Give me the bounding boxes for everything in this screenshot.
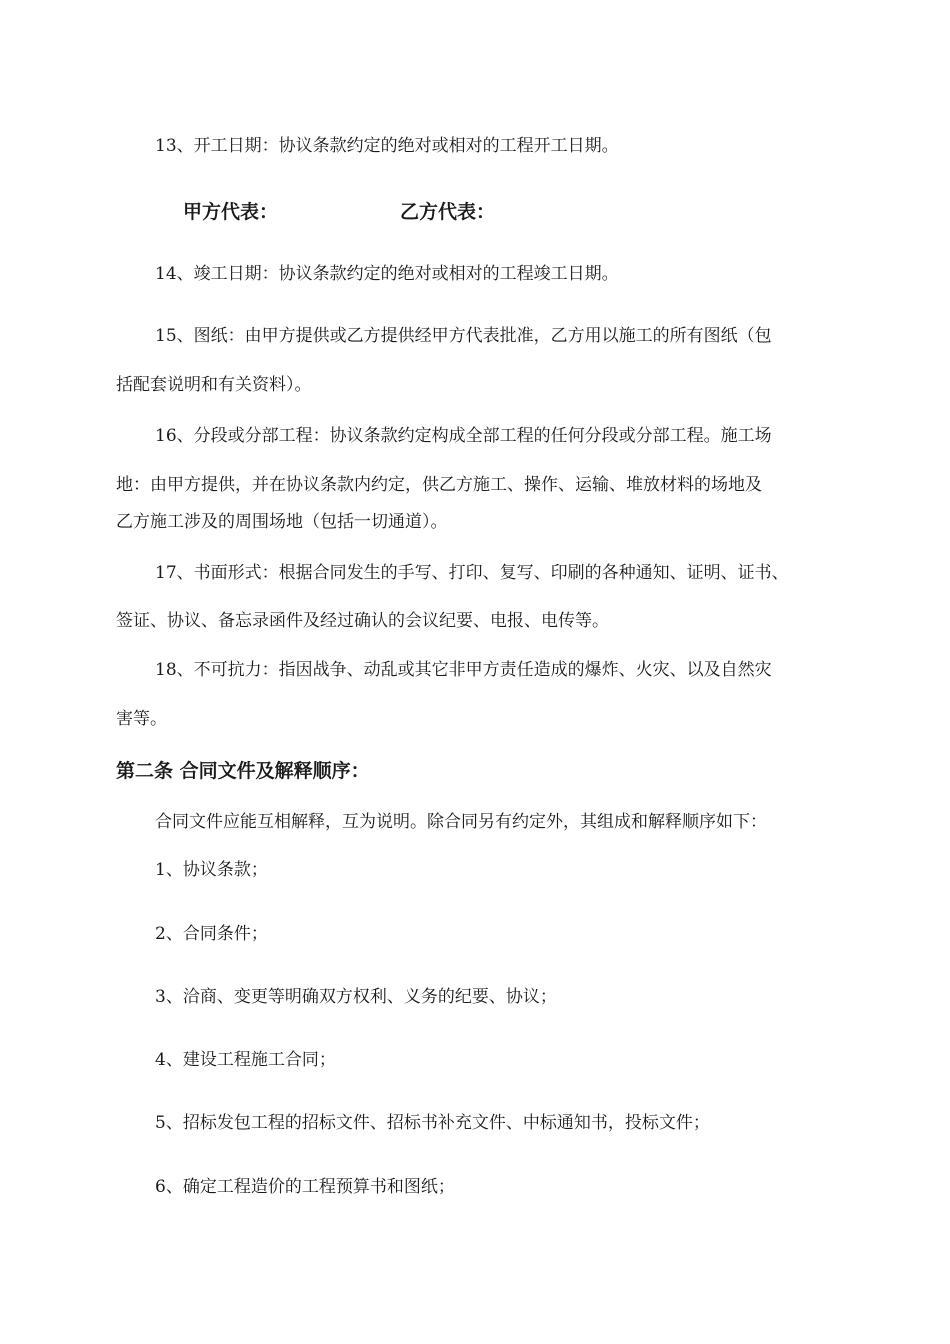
party-b-signature-label: 乙方代表： <box>400 201 496 223</box>
article-2-heading: 第二条 合同文件及解释顺序： <box>116 760 370 782</box>
list-item: 6、确定工程造价的工程预算书和图纸； <box>155 1177 455 1197</box>
clause-14: 14、竣工日期：协议条款约定的绝对或相对的工程竣工日期。 <box>155 264 619 284</box>
clause-18-line-2: 害等。 <box>116 709 167 729</box>
clause-16-line-1: 16、分段或分部工程：协议条款约定构成全部工程的任何分段或分部工程。施工场 <box>155 426 772 446</box>
clause-17-line-1: 17、书面形式：根据合同发生的手写、打印、复写、印刷的各种通知、证明、证书、 <box>155 563 789 583</box>
article-2-intro: 合同文件应能互相解释，互为说明。除合同另有约定外，其组成和解释顺序如下： <box>155 812 767 832</box>
clause-16-line-3: 乙方施工涉及的周围场地（包括一切通道）。 <box>116 512 448 532</box>
clause-16-line-2: 地：由甲方提供，并在协议条款内约定，供乙方施工、操作、运输、堆放材料的场地及 <box>116 475 762 495</box>
clause-17-line-2: 签证、协议、备忘录函件及经过确认的会议纪要、电报、电传等。 <box>116 611 609 631</box>
clause-15-line-1: 15、图纸：由甲方提供或乙方提供经甲方代表批准，乙方用以施工的所有图纸（包 <box>155 326 772 346</box>
list-item: 1、协议条款； <box>155 860 268 880</box>
clause-18-line-1: 18、不可抗力：指因战争、动乱或其它非甲方责任造成的爆炸、火灾、以及自然灾 <box>155 660 772 680</box>
list-item: 5、招标发包工程的招标文件、招标书补充文件、中标通知书，投标文件； <box>155 1113 710 1133</box>
list-item: 2、合同条件； <box>155 924 268 944</box>
clause-15-line-2: 括配套说明和有关资料）。 <box>116 375 312 395</box>
clause-13: 13、开工日期：协议条款约定的绝对或相对的工程开工日期。 <box>155 136 619 156</box>
list-item: 4、建设工程施工合同； <box>155 1050 336 1070</box>
party-a-signature-label: 甲方代表： <box>183 201 279 223</box>
list-item: 3、洽商、变更等明确双方权利、义务的纪要、协议； <box>155 987 557 1007</box>
